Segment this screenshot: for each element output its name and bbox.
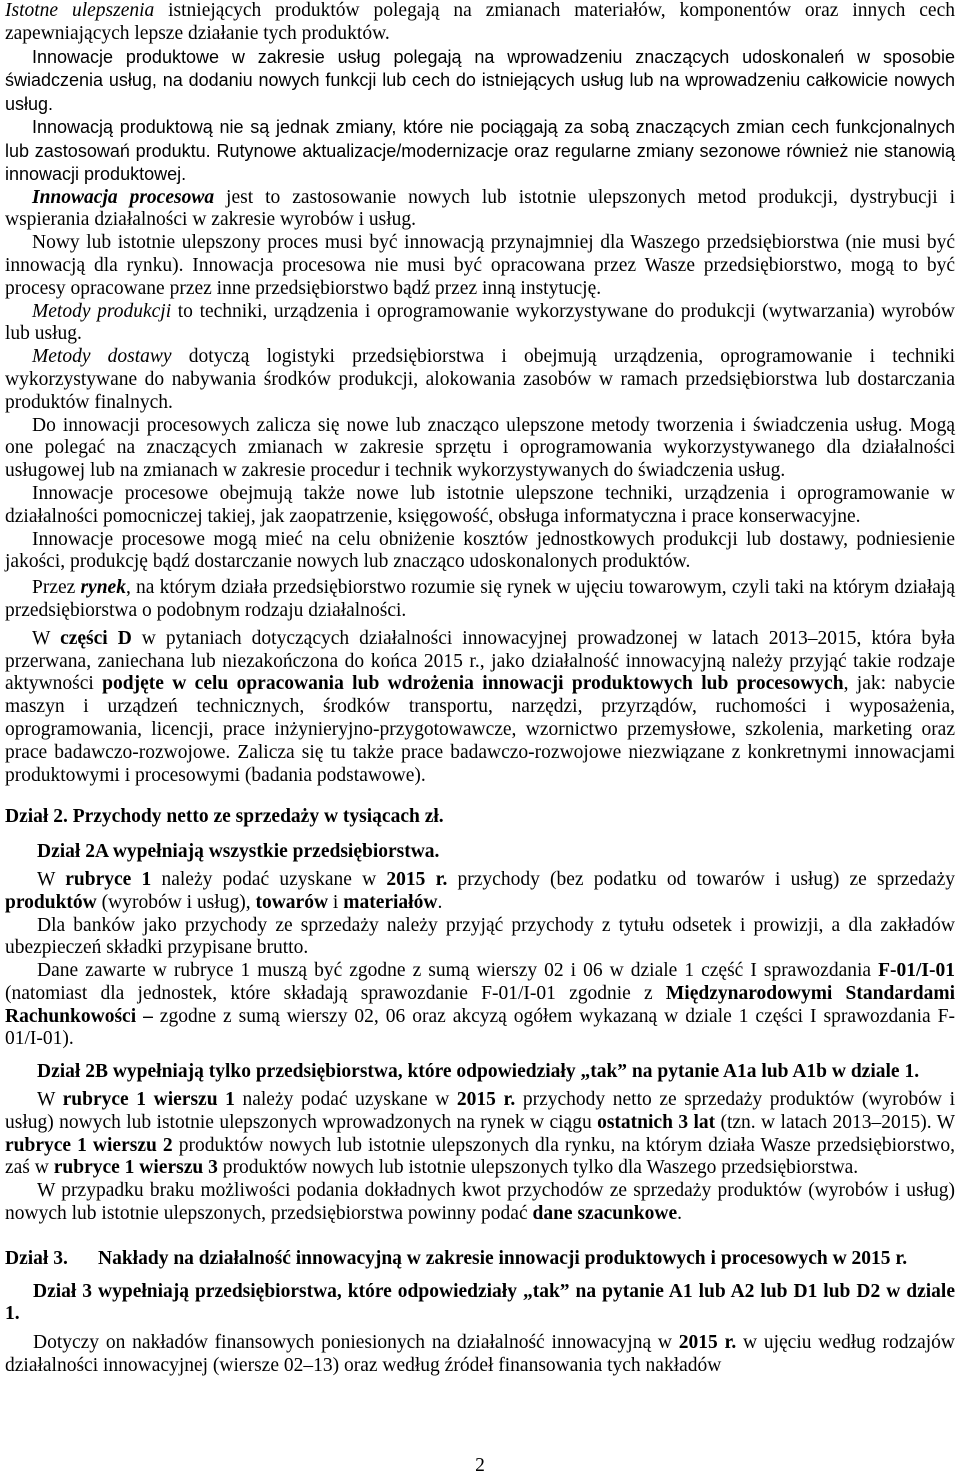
text-segment: i: [328, 891, 344, 913]
text-segment: W: [37, 868, 66, 890]
paragraph-nowy-proces: Nowy lub istotnie ulepszony proces musi być innowacją przynajmniej dla Waszego przedsiębiorstwa (nie musi być innowacją dla rynku). Innowacja procesowa nie musi być opracowana przez Wasze przedsiębiorstwo, mogą to być procesy opracowane przez inne przedsiębiorstwo bądź przez inną instytucję.: [5, 232, 955, 299]
bold-term: 2015 r.: [456, 1089, 516, 1111]
text-segment: W: [32, 627, 61, 649]
text-segment: , na którym działa przedsiębiorstwo rozumie się rynek w ujęciu towarowym, czyli taki na którym działają przedsiębiorstwa o podobnym rodzaju działalności.: [5, 577, 955, 621]
bold-term: towarów: [255, 891, 329, 913]
section-heading-dzial-2: Dział 2. Przychody netto ze sprzedaży w tysiącach zł.: [5, 806, 444, 828]
text-segment: .: [437, 891, 443, 913]
subsection-heading-dzial-2a: Dział 2A wypełniają wszystkie przedsiębiorstwa.: [37, 841, 440, 863]
section-number: Dział 3.: [5, 1247, 68, 1269]
bold-term: ostatnich 3 lat: [597, 1111, 716, 1133]
paragraph-dzial-3-who: Dział 3 wypełniają przedsiębiorstwa, które odpowiedziały „tak” na pytanie A1 lub A2 lub D1 lub D2 w dziale 1.: [5, 1280, 955, 1325]
text-segment: , jak: nabycie maszyn i urządzeń technicznych, środków transportu, narzędzi, przyrządów, ruchomości i wyposażenia, oprogramowania, licencji, prace inżynieryjno-przygotowawcze, wzornictwo przemysłowe, szkolenia, marketing oraz prace badawczo-rozwojowe. Zalicza się tu także prace badawczo-rozwojowe niezwiązane z konkretnymi innowacjami produktowymi i procesowymi (badania podstawowe).: [5, 673, 955, 786]
paragraph-procesowe-obejmuja: Innowacje procesowe obejmują także nowe lub istotnie ulepszone techniki, urządzenia i oprogramowanie w działalności pomocniczej takiej, jak zaopatrzenie, księgowość, obsługa informatyczna i prace konserwacyjne.: [5, 482, 955, 527]
text-segment: W przypadku braku możliwości podania dokładnych kwot przychodów ze sprzedaży produktów (wyrobów i usług) nowych lub istotnie ulepszonych, przedsiębiorstwa powinny podać: [5, 1180, 955, 1225]
text-segment: w pytaniach dotyczących działalności innowacyjnej prowadzonej w latach 2013–2015, która była przerwana, zaniechana lub niezakończona do końca 2015 r., jako działalność innowacyjną należy przyjąć takie rodzaje aktywności: [5, 627, 955, 695]
text-segment: zgodne z sumą wierszy 02, 06 oraz akcyzą ogółem wykazaną w dziale 1 części I sprawozdania F-01/I-01).: [5, 1005, 955, 1050]
bold-term: F-01/I-01: [878, 960, 955, 982]
paragraph-2a-banki: Dla banków jako przychody ze sprzedaży należy przyjąć przychody z tytułu odsetek i prowizji, a dla zakładów ubezpieczeń składki przypisane brutto.: [5, 914, 955, 959]
section-heading-dzial-3: [5, 1248, 955, 1271]
text-segment: należy podać uzyskane w: [234, 1089, 457, 1111]
text-segment: produktów nowych lub istotnie ulepszonych tylko dla Waszego przedsiębiorstwa.: [217, 1157, 859, 1179]
subsection-heading-dzial-2b: Dział 2B wypełniają tylko przedsiębiorstwa, które odpowiedziały „tak” na pytanie A1a lub A1b w dziale 1.: [37, 1061, 920, 1083]
text-segment: dotyczą logistyki przedsiębiorstwa i obejmują urządzenia, oprogramowanie i techniki wykorzystywane do nabywania środków produkcji, alokowania zasobów w ramach przedsiębiorstwa lub dostarczania produktów finalnych.: [5, 346, 956, 413]
italic-term: Metody dostawy: [32, 346, 172, 368]
text-segment: (tzn. w latach 2013–2015). W: [715, 1111, 956, 1133]
text-segment: (natomiast dla jednostek, które składają sprawozdanie F-01/I-01 zgodnie z: [5, 982, 666, 1004]
text-segment: przychody (bez podatku od towarów i usług) ze sprzedaży: [447, 868, 955, 890]
text-segment: Dotyczy on nakładów finansowych poniesionych na działalność innowacyjną w: [33, 1332, 679, 1354]
text-segment: W: [37, 1089, 63, 1111]
paragraph-2b-rubryka-1: [5, 1089, 955, 1180]
text-segment: .: [677, 1203, 683, 1225]
paragraph-metody-produkcji: [5, 301, 955, 347]
bold-term: produktów: [5, 891, 97, 913]
text-segment: produktów nowych lub istotnie ulepszonych dla rynku, na którym działa Wasze przedsiębiorstwo, zaś w: [5, 1134, 955, 1179]
bold-term: rubryce 1 wierszu 3: [53, 1157, 218, 1179]
bold-term: 2015 r.: [386, 868, 448, 890]
bold-italic-term: Innowacja procesowa: [32, 186, 215, 208]
paragraph-czesc-d: [5, 628, 955, 788]
paragraph-2b-szacunki: [5, 1180, 955, 1226]
paragraph-innowacje-uslug: Innowacje produktowe w zakresie usług polegają na wprowadzeniu znaczących udoskonaleń w sposobie świadczenia usług, na dodaniu nowych funkcji lub cech do istniejących usług lub na wprowadzeniu całkowicie nowych usług.: [5, 46, 955, 114]
paragraph-2a-rubryka-1: [5, 869, 955, 915]
italic-term: Istotne ulepszenia: [5, 0, 155, 21]
text-segment: należy podać uzyskane w: [151, 868, 387, 890]
bold-term: rubryce 1 wierszu 2: [5, 1134, 173, 1156]
text-segment: istniejących produktów polegają na zmianach materiałów, komponentów oraz innych cech zapewniających lepsze działanie tych produktów.: [5, 0, 955, 44]
paragraph-do-innowacji-procesowych: Do innowacji procesowych zalicza się nowe lub znacząco ulepszone metody tworzenia i świadczenia usług. Mogą one polegać na znaczących zmianach w zakresie sprzętu i oprogramowania wykorzystywanego dla działalności usługowej lub na zmianach w zakresie procedur i technik wykorzystywanych do świadczenia usług.: [5, 414, 955, 482]
text-segment: jest to zastosowanie nowych lub istotnie ulepszonych metod produkcji, dystrybucji i wspierania działalności w zakresie wyrobów i usług.: [5, 186, 955, 231]
paragraph-istotne-ulepszenia: [5, 0, 955, 46]
bold-term: Międzynarodowymi Standardami Rachunkowości –: [5, 982, 956, 1027]
paragraph-rynek: [5, 577, 955, 623]
paragraph-dzial-3-dotyczy: [5, 1332, 955, 1378]
text-segment: w ujęciu według rodzajów działalności innowacyjnej (wiersze 02–13) oraz według źródeł finansowania tych nakładów: [5, 1332, 955, 1377]
text-segment: Przez: [32, 577, 81, 599]
bold-term: rubryce 1: [65, 868, 152, 890]
paragraph-2a-dane: [5, 960, 955, 1051]
section-title: Nakłady na działalność innowacyjną w zakresie innowacji produktowych i procesowych w 2015 r.: [98, 1247, 908, 1269]
text-segment: przychody netto ze sprzedaży produktów (wyrobów i usług) nowych lub istotnie ulepszonych wprowadzonych na rynek w ciągu: [5, 1089, 956, 1133]
paragraph-nie-sa-innowacja: Innowacją produktową nie są jednak zmiany, które nie pociągają za sobą znaczących zmian cech funkcjonalnych lub zastosowań produktu. Rutynowe aktualizacje/modernizacje oraz regularne zmiany sezonowe również nie stanowią innowacji produktowej.: [5, 117, 955, 185]
text-segment: to techniki, urządzenia i oprogramowanie wykorzystywane do produkcji (wytwarzania) wyrobów lub usług.: [5, 300, 955, 345]
paragraph-innowacja-procesowa: [5, 187, 955, 233]
paragraph-metody-dostawy: [5, 346, 955, 414]
italic-term: Metody produkcji: [32, 300, 172, 322]
bold-term: podjęte w celu opracowania lub wdrożenia innowacji produktowych lub procesowych: [102, 673, 844, 695]
bold-term: dane szacunkowe: [532, 1203, 678, 1225]
text-segment: (wyrobów i usług),: [96, 891, 256, 913]
bold-term: rubryce 1 wierszu 1: [62, 1089, 235, 1111]
paragraph-procesowe-cel: Innowacje procesowe mogą mieć na celu obniżenie kosztów jednostkowych produkcji lub dostawy, podniesienie jakości, produkcję bądź dostarczanie nowych lub znacząco udoskonalonych produktów.: [5, 528, 955, 573]
bold-term: części D: [60, 627, 132, 649]
page-number: 2: [475, 1455, 485, 1476]
bold-term: 2015 r.: [678, 1332, 737, 1354]
bold-italic-term: rynek: [80, 577, 126, 599]
text-segment: Dane zawarte w rubryce 1 muszą być zgodne z sumą wierszy 02 i 06 w dziale 1 część I sprawozdania: [37, 960, 879, 982]
bold-term: materiałów: [343, 891, 438, 913]
